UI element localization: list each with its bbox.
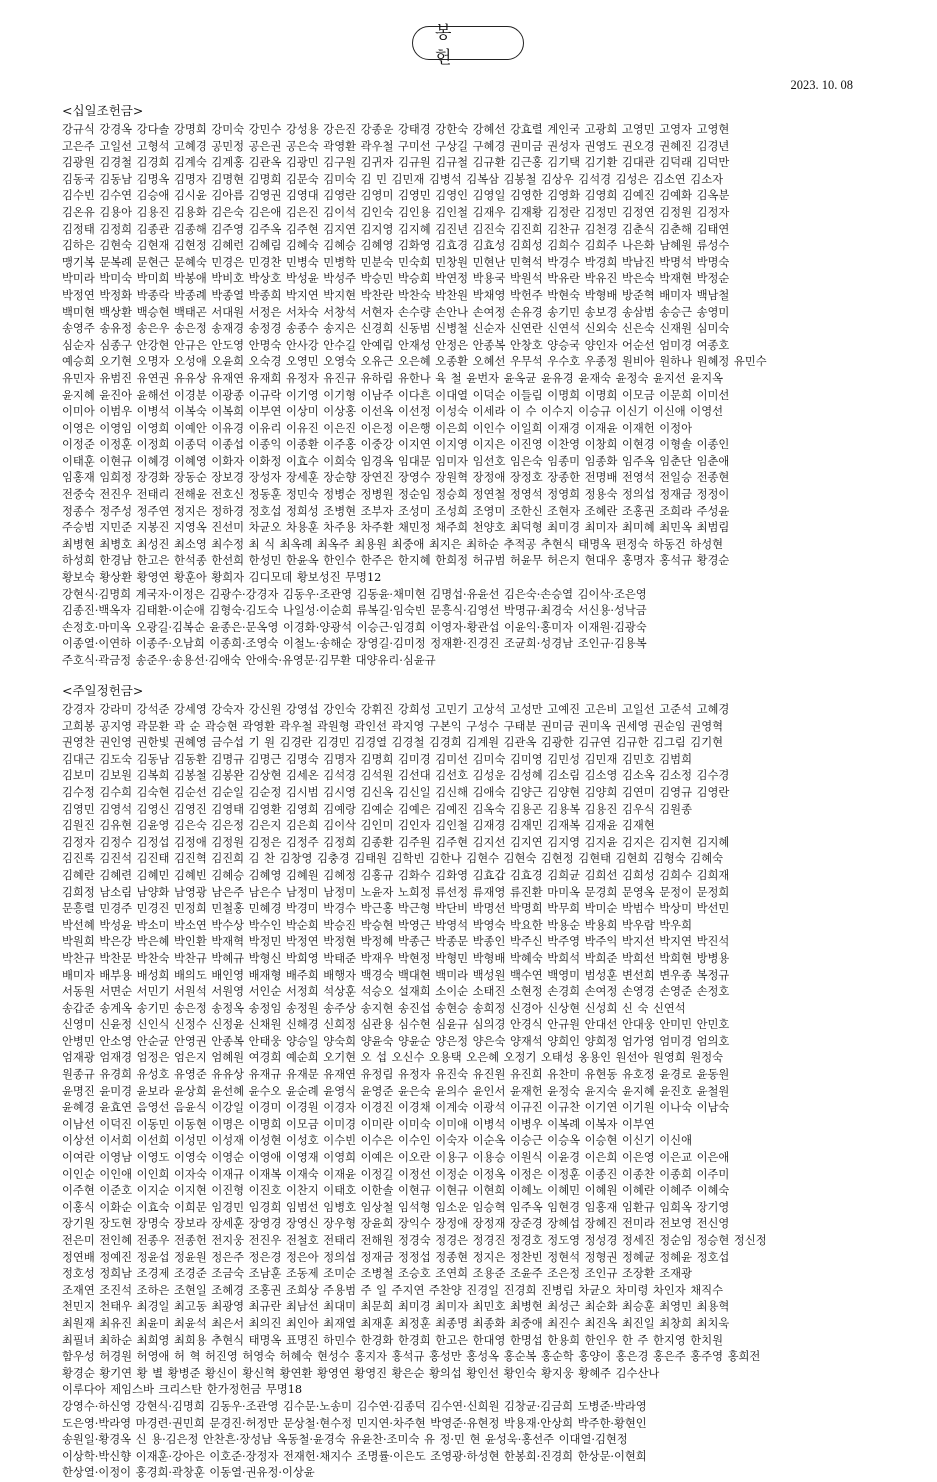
donor-line: 이주현 이준호 이지순 이지현 이진형 이진호 이찬지 이태호 이한솔 이현규 이현규 이현희 이혜노 이혜민 이혜원 이혜란 이혜주 이혜숙 xyxy=(62,1184,730,1198)
donor-line: 이종열·이연하 이종주·오남희 이종희·조영숙 이철노·송해순 장영길·김미정 정재환·진경진 조균희·성경남 조인규·김용복 xyxy=(62,637,647,651)
donor-line: 윤지혜 윤진아 윤해선 이경분 이광종 이규락 이기영 이기형 이남주 이다흔 이대열 이덕순 이들림 이명희 이명희 이모금 이문희 이미선 xyxy=(62,388,730,402)
donor-line: 김희정 남소림 남양화 남영광 남은주 남은수 남정미 남정미 노윤자 노희정 류선정 류재영 류진환 마미옥 문경희 문영옥 문정이 문정희 xyxy=(62,885,730,899)
donor-line: 유민자 유범진 유연권 유유상 유재연 유재희 유정자 유진규 유하림 유한나 육 철 윤번자 윤옥균 윤유경 윤재숙 윤정숙 윤지선 윤지옥 xyxy=(62,371,724,385)
donor-line: 김하은 김현숙 김현재 김현정 김혜런 김혜림 김혜숙 김혜승 김혜영 김화영 김효경 김효성 김희성 김희수 김희주 나은화 남혜원 류성수 xyxy=(62,239,730,253)
donor-line: 백미현 백상환 백승현 백태곤 서대원 서정은 서차숙 서창석 서현자 손수량 손안나 손여정 손유경 송기민 송보경 송삼범 송승근 송영미 xyxy=(62,305,730,319)
donor-line: 이홍식 이화순 이효숙 이희문 임경민 임경희 임범선 임병호 임상철 임석형 임소운 임승혁 임주옥 임현경 임홍재 임환규 임희옥 장기영 xyxy=(62,1200,730,1214)
donor-line: 서동원 서면순 서민기 서원석 서원영 서인순 서정희 석상훈 석승오 설재희 소이순 소태진 소현정 손경희 손여정 손영경 손영준 손정호 xyxy=(62,985,730,999)
donor-line: 최병현 최병호 최성진 최소영 최수정 최 식 최옥례 최옥주 최용원 최중애 최지은 최하순 추적공 추현식 태명옥 편정숙 하동건 하성현 xyxy=(62,537,724,551)
donor-line: 맹기복 문복례 문현근 문혜숙 민경은 민경찬 민병숙 민병학 민분숙 민숙희 민창원 민현난 민혁석 박경수 박경희 박남진 박명석 박명숙 xyxy=(62,255,730,269)
donor-line: 김온유 김용아 김용진 김용화 김은숙 김은애 김은진 김이석 김인숙 김인용 김인철 김재우 김재황 김정란 김정민 김정연 김정원 김정자 xyxy=(62,205,730,219)
donor-line: 한상열·이정이 홍경희·곽창훈 이동열·권유정·이상윤 xyxy=(62,1466,315,1480)
donor-line: 함우성 허경원 허영애 허 혁 허진영 허영숙 허혜숙 현성수 홍지자 홍석규 홍성만 홍성옥 홍순복 홍순학 홍양이 홍은경 홍은주 홍주영 홍희전 xyxy=(62,1350,761,1364)
donor-line: 이여란 이영남 이영도 이영숙 이영순 이영애 이영재 이영희 이예은 이오란 이용구 이용승 이원식 이윤경 이은희 이은영 이은교 이은애 xyxy=(62,1151,730,1165)
donor-line: 강경자 강라미 강석준 강세영 강숙자 강신원 강영섭 강인숙 강휘진 강희성 고민기 고상석 고성만 고예진 고은비 고일선 고준석 고혜경 xyxy=(62,703,730,716)
donor-line: 정종수 정주성 정주연 정지은 정하경 정호섭 정희성 조병현 조부자 조성미 조성희 조영미 조한신 조현자 조혜란 조홍권 조희라 주성윤 xyxy=(62,504,730,518)
donor-line: 황보숙 황상환 황영연 황훈아 황희자 김디모데 황보성진 무명12 xyxy=(62,571,382,585)
donor-line: 김정자 김정수 김정섭 김정애 김정원 김정은 김정주 김정희 김종환 김주원 김주현 김지선 김지연 김지영 김지윤 김지은 김지현 김지혜 xyxy=(62,835,730,849)
donor-line: 김광원 김경철 김경희 김계숙 김계홍 김관옥 김광민 김구원 김귀자 김규원 김규철 김규환 김근홍 김기택 김기환 김대관 김덕래 김덕만 xyxy=(62,156,730,170)
donor-line: 엄재광 엄재경 엄정은 엄은지 엄혜원 여경희 예순희 오기현 오 섭 오신수 오용택 오은혜 오정기 오태성 옹용인 원선아 원영희 원정숙 xyxy=(62,1051,724,1065)
page-title: 봉 헌 xyxy=(412,26,524,60)
donor-line: 문흥렬 민경주 민경진 민정희 민철홍 민혜경 박경미 박경수 박근홍 박근형 박단비 박명선 박명희 박무희 박미순 박범수 박상미 박선민 xyxy=(62,902,730,916)
donor-line: 심순자 심종구 안강현 안규은 안도영 안명숙 안사강 안수길 안예림 안재성 안정은 안종복 안창호 양승국 양인자 어순선 엄미경 여종호 xyxy=(62,338,730,352)
donor-line: 김동국 김동남 김명옥 김명자 김명현 김명희 김문숙 김미숙 김 민 김민재 김병석 김복삼 김봉철 김상우 김석경 김성은 김소연 김소자 xyxy=(62,172,724,186)
donor-line: 임홍재 임희정 장경화 장동순 장보경 장성자 장세훈 장순향 장연진 장영수 장원혁 장정애 장정호 장종한 전명배 전영석 전일승 전종현 xyxy=(62,471,730,485)
donor-line: 최원재 최유진 최윤미 최윤석 최은서 최의진 최인아 최재열 최재훈 최정훈 최종명 최종화 최중애 최진수 최진옥 최진일 최창희 최치욱 xyxy=(62,1316,730,1330)
donor-line: 안병민 안소영 안순균 안영권 안종복 안태웅 양승일 양숙희 양윤숙 양윤순 양은정 양은숙 양재석 양희인 양희정 엄가영 엄미경 엄의호 xyxy=(62,1034,730,1048)
donor-line: 천민지 천태우 최경일 최고동 최광영 최규란 최남선 최대미 최문희 최미경 최미자 최민호 최병현 최성근 최순화 최승훈 최영민 최용혁 xyxy=(62,1300,730,1314)
sunday-offering-heading: <주일정헌금> xyxy=(62,683,144,698)
donor-line: 이정준 이정훈 이정희 이종덕 이종섭 이종익 이종환 이주홍 이중강 이지연 이지영 이지은 이진영 이찬영 이창희 이현경 이형솔 이종인 xyxy=(62,438,730,452)
donor-line: 김원진 김유현 김윤영 김은숙 김은정 김은지 김은희 김이삭 김인미 김인자 김인철 김재경 김재민 김재복 김재윤 김재현 xyxy=(62,819,655,833)
donor-line: 고희봉 공지영 곽문환 곽 순 곽승현 곽영환 곽우철 곽원형 곽인선 곽지영 구본익 구성수 구태분 권미금 권미옥 권세영 권순임 권영혁 xyxy=(62,719,724,733)
donor-line: 김종진·백옥자 김태환·이순애 김형숙·김도숙 나일성·이순희 류복길·임숙빈 문흥식·김영선 박명규·최경숙 서신용·성낙금 xyxy=(62,604,647,618)
donor-line: 송갑준 송계옥 송기민 송은정 송정옥 송정임 송정원 송주상 송지현 송진섭 송현승 송희정 신경아 신상현 신성희 신 숙 신연석 xyxy=(62,1001,686,1015)
donor-line: 배미자 배부용 배성희 배의도 배인영 배재형 배주희 배행자 백경숙 백대현 백미라 백성원 백수연 백영미 범성훈 변선희 변우종 복정규 xyxy=(62,968,730,982)
donor-line: 정연배 정예진 정윤섭 정윤원 정은주 정은경 정은아 정의섭 정재금 정정섭 정종현 정지은 정찬빈 정현석 정형권 정혜균 정혜윤 정호섭 xyxy=(62,1250,730,1264)
donor-line: 김정태 김정희 김종관 김종해 김주영 김주옥 김주현 김지연 김지영 김지혜 김진년 김진숙 김진희 김찬규 김천경 김춘식 김춘해 김태연 xyxy=(62,222,730,236)
tithe-donor-list xyxy=(62,122,876,670)
donor-line: 정호성 정희남 조경제 조경준 조금숙 조남훈 조동제 조미순 조병철 조승호 조연희 조용준 조윤주 조은정 조인규 조장환 조재광 xyxy=(62,1267,693,1281)
tithe-heading: <십일조헌금> xyxy=(62,103,144,118)
donor-line: 신영미 신윤정 신인식 신정수 신정윤 신채원 신해경 신희정 심관용 심수현 심윤규 심의경 안경식 안규원 안대선 안대웅 안미민 안민호 xyxy=(62,1018,730,1032)
donor-line: 이인순 이인애 이인희 이자숙 이재규 이재복 이재숙 이재윤 이정길 이정선 이정순 이정옥 이정은 이정훈 이종진 이종찬 이종희 이주미 xyxy=(62,1167,730,1181)
donor-line: 송영주 송유정 송은우 송은정 송재경 송정경 송종수 송지은 신경희 신동범 신병철 신순자 신연란 신연석 신외숙 신은숙 신재원 심미숙 xyxy=(62,322,730,336)
donor-line: 조재연 조진석 조하은 조현일 조혜경 조홍권 조희상 주용범 주 일 주지연 주찬양 진경일 진경희 진병림 차균오 차미령 차인자 채직수 xyxy=(62,1283,724,1297)
donor-line: 황경순 황기연 황 별 황병준 황신이 황신혁 황연환 황영연 황영진 황은순 황의섭 황인선 황인숙 황지웅 황혜주 김수산나 xyxy=(62,1366,660,1380)
sunday-offering-donor-list xyxy=(62,702,876,1482)
donor-line: 이루다아 제임스바 크리스탄 한가정헌금 무명18 xyxy=(62,1383,303,1397)
donor-line: 박찬규 박찬문 박찬숙 박찬규 박혜규 박형신 박희영 박태준 박재우 박현정 박형민 박형배 박혜숙 박희석 박희준 박희선 박희현 방병용 xyxy=(62,951,730,965)
donor-line: 주승범 지민준 지봉진 지영옥 진선미 차균오 차용훈 차주용 차주환 채민정 채주희 천양호 최덕형 최미경 최미자 최미혜 최민옥 최범림 xyxy=(62,521,730,535)
donor-line: 하성희 한경남 한고은 한석종 한선희 한성민 한윤옥 한인수 한주은 한지혜 한희정 허규범 허윤무 허은지 현대우 홍명자 홍석규 황경순 xyxy=(62,554,730,568)
donor-line: 도은영·박라영 마경련·권민희 문경진·허정만 문상철·현수정 민지연·차주현 박영준·유현정 박용재·안상희 박주한·황현인 xyxy=(62,1416,647,1430)
donor-line: 윤혜경 윤효연 음영선 음윤식 이강일 이경미 이경원 이경자 이경진 이경채 이계숙 이광석 이규진 이규찬 이기연 이기원 이나숙 이남숙 xyxy=(62,1101,730,1115)
donor-line: 이영은 이영임 이영희 이예안 이유경 이유리 이유진 이은진 이은정 이은행 이은희 이인수 이일희 이재경 이재윤 이재헌 이정아 xyxy=(62,421,693,435)
donor-line: 이미아 이범우 이병석 이복숙 이복희 이부연 이상미 이상홍 이선옥 이선정 이성숙 이세라 이 수 이수지 이승규 이신기 이신애 이영선 xyxy=(62,405,724,419)
donor-line: 송원일·황경옥 신 용·김은정 안찬흔·장성남 옥동철·윤경숙 유윤찬·조미숙 유 정·민 현 윤성욱·홍선주 이대열·김현정 xyxy=(62,1433,628,1447)
donor-line: 김보미 김보원 김복희 김봉철 김봉완 김상현 김세온 김석경 김석원 김선대 김선호 김성운 김성혜 김소림 김소영 김소옥 김소정 김수경 xyxy=(62,769,730,783)
service-date: 2023. 10. 08 xyxy=(790,78,853,92)
donor-line: 김진록 김진석 김진태 김진혁 김진희 김 찬 김창영 김충경 김태원 김학빈 김한나 김현수 김현숙 김현정 김현태 김현희 김형숙 김혜숙 xyxy=(62,852,724,866)
donor-line: 김혜란 김혜련 김혜민 김혜빈 김혜승 김혜영 김혜원 김혜정 김홍규 김화수 김화영 김효갑 김효경 김희균 김희선 김희성 김희수 김희재 xyxy=(62,868,730,882)
donor-line: 박원희 박은강 박은혜 박인환 박재혁 박정민 박정연 박정현 박정혜 박종근 박종문 박종인 박주신 박주영 박주익 박지선 박지연 박진석 xyxy=(62,935,730,949)
donor-line: 권영찬 권인영 권한빛 권혜영 금수섭 기 원 김경란 김경민 김경열 김경철 김경희 김계원 김관옥 김광한 김규연 김규한 김그림 김기현 xyxy=(62,736,724,750)
donor-line: 박선혜 박성윤 박소미 박소연 박수상 박수인 박순희 박승진 박승현 박영근 박영석 박영숙 박요한 박용순 박용희 박우람 박우희 xyxy=(62,918,693,932)
donor-line: 이상선 이서희 이선희 이성민 이성재 이성현 이성호 이수빈 이수은 이수인 이숙자 이순옥 이승근 이승옥 이승현 이신기 이신애 xyxy=(62,1134,693,1148)
donor-line: 예승희 오기현 오명자 오성애 오윤희 오숙경 오영민 오영숙 오유근 오은혜 오종환 오혜선 우무석 우수호 우종정 원비아 원하나 원혜정 유민수 xyxy=(62,355,767,369)
donor-line: 김대근 김도숙 김동남 김동환 김명규 김명근 김명숙 김명자 김명희 김미경 김미선 김미숙 김미영 김민성 김민재 김민호 김범희 xyxy=(62,752,693,766)
donor-line: 강영수·하신영 강현식·김명희 김동우·조관영 김수문·노송미 김수연·김종덕 김수연·신희원 김창균·김금희 도병준·박라영 xyxy=(62,1399,647,1413)
donor-line: 손정호·마미옥 오광길·김복순 윤종은·문옥영 이경화·양광석 이승근·임경희 이영자·황관섭 이윤익·홍미자 이재원·김광숙 xyxy=(62,620,647,634)
donor-line: 장기원 장도현 장명숙 장보라 장세훈 장영경 장영신 장우형 장윤희 장익수 장정애 장정재 장준경 장혜섭 장혜진 전미라 전보영 전신영 xyxy=(62,1217,730,1231)
donor-line: 최필녀 최하순 최희영 최희용 추현식 태명옥 표명진 하민수 한경화 한경희 한고은 한대영 한명섭 한용희 한인우 한 주 한지영 한치원 xyxy=(62,1333,724,1347)
donor-line: 김수빈 김수연 김승애 김시윤 김아름 김영권 김영대 김영란 김영미 김영민 김영인 김영일 김영한 김영화 김영희 김예진 김예화 김옥분 xyxy=(62,189,730,203)
donor-line: 김영민 김영석 김영신 김영진 김영태 김영환 김영희 김예랑 김예순 김예은 김예진 김옥숙 김용곤 김용복 김용진 김우식 김원종 xyxy=(62,802,693,816)
donor-line: 원종규 유경희 유성호 유영준 유유상 유재규 유재문 유재연 유정림 유정자 유진숙 유진원 유진희 유찬미 유현동 유호정 윤경로 윤동원 xyxy=(62,1068,730,1082)
donor-line: 박정연 박정화 박종락 박종례 박종열 박종희 박지연 박지현 박찬란 박찬숙 박찬원 박채영 박헌주 박현숙 박형배 방준혁 배미자 백남철 xyxy=(62,288,730,302)
tithe-section xyxy=(62,101,876,670)
donor-line: 김수정 김수희 김숙현 김순선 김순일 김순정 김시범 김시영 김신옥 김신일 김신해 김애숙 김양근 김양현 김양희 김연미 김영규 김영란 xyxy=(62,785,730,799)
donor-line: 전은미 전인혜 전종우 전종헌 전지웅 전진우 전철호 전태리 전해원 정경숙 정경은 정경진 정경호 정도영 정성경 정세진 정순임 정승현 정신정 xyxy=(62,1234,767,1247)
donor-line: 고은주 고일선 고형석 고혜경 공민정 공은권 공은숙 곽영환 곽우철 구미선 구상길 구혜경 권미금 권성자 권영도 권오경 권혜진 김경년 xyxy=(62,139,730,153)
donor-line: 전중숙 전진우 전태리 전해윤 전호신 정동훈 정민숙 정병순 정병원 정순임 정승희 정연철 정영석 정영희 정용숙 정의섭 정재금 정정이 xyxy=(62,488,730,502)
donor-line: 박미라 박미숙 박미희 박봉애 박비호 박상호 박성윤 박성주 박승민 박승희 박연정 박용국 박원석 박유란 박유진 박은숙 박재현 박정순 xyxy=(62,272,730,286)
donor-line: 이남선 이덕진 이동민 이동현 이명은 이명희 이모금 이미경 이미란 이미숙 이미애 이병석 이병우 이복례 이복자 이부연 xyxy=(62,1117,655,1131)
donor-line: 윤명진 윤미경 윤보라 윤상희 윤선혜 윤수오 윤순례 윤영식 윤영준 윤은숙 윤의수 윤인서 윤재헌 윤정숙 윤지숙 윤지혜 윤진호 윤철원 xyxy=(62,1084,730,1098)
donor-line: 강규식 강경옥 강다솔 강명희 강미숙 강민수 강성용 강은진 강종운 강태경 강한숙 강혜선 강효렬 계인국 고광희 고영민 고영자 고영현 xyxy=(62,123,730,136)
donor-line: 주호식·곽금정 송준우·송용선·김애숙 안애숙·유영문·김무환 대양유리·심윤규 xyxy=(62,654,436,667)
sunday-offering-section xyxy=(62,681,876,1482)
donor-line: 이상학·박신향 이재훈·강아은 이호준·장정자 전재헌·채지수 조명률·이은도 조영광·하성현 한봉희·진경희 한상문·이현희 xyxy=(62,1449,647,1463)
donor-line: 이태훈 이현규 이혜경 이혜영 이화자 이화정 이효수 이희숙 임경옥 임대문 임미자 임선호 임은숙 임종미 임종화 임주옥 임춘단 임춘애 xyxy=(62,454,730,468)
donor-line: 강현식·김명희 계국자·이정은 김광수·강경자 김동우·조관영 김동윤·채미현 김명섭·유윤선 김은숙·손승열 김이삭·조은영 xyxy=(62,587,647,601)
